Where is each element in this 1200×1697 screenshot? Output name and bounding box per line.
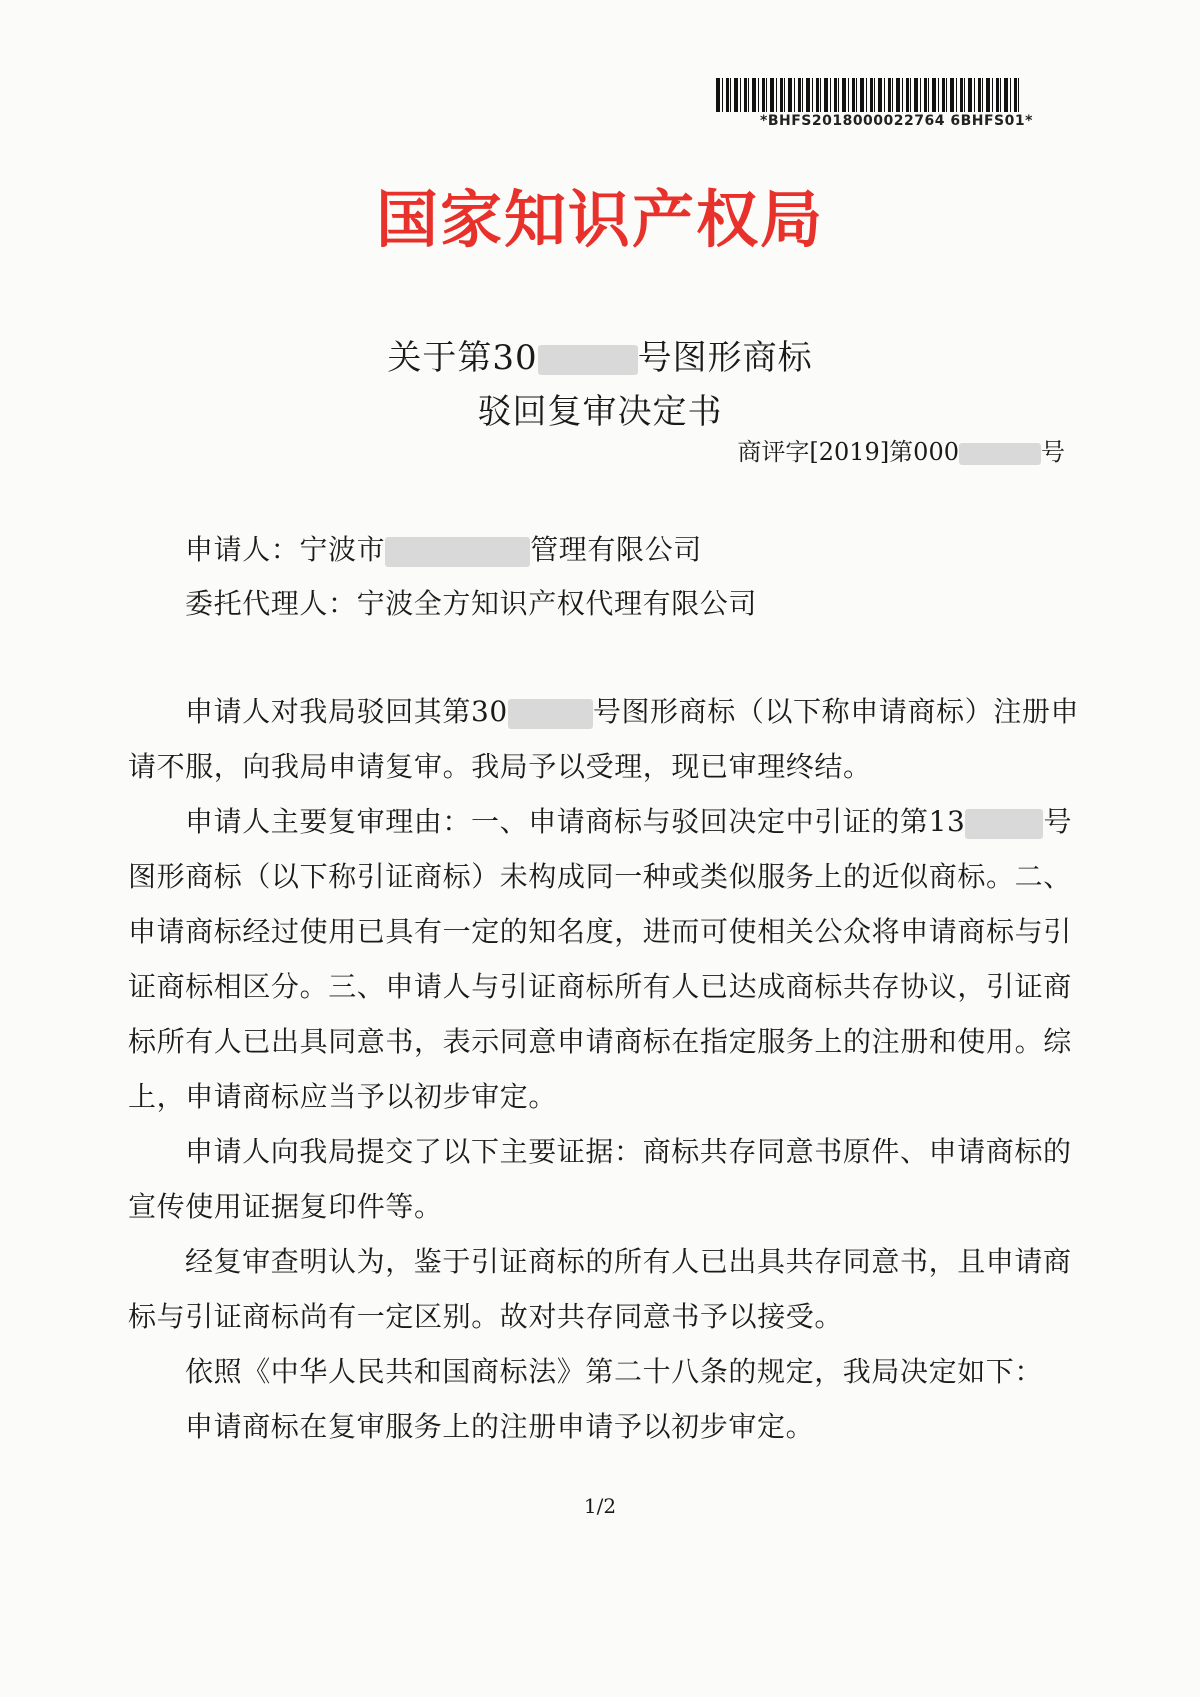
doc-number-prefix: 商评字[2019]第000 bbox=[737, 438, 959, 466]
redacted-number bbox=[965, 809, 1043, 839]
redacted-number bbox=[508, 699, 593, 729]
body-line: 图形商标（以下称引证商标）未构成同一种或类似服务上的近似商标。二、 bbox=[128, 860, 1072, 893]
document-number bbox=[737, 432, 1065, 467]
decision-line: 申请商标在复审服务上的注册申请予以初步审定。 bbox=[185, 1410, 815, 1443]
redacted-number bbox=[959, 443, 1041, 465]
page-number: 1/2 bbox=[583, 1494, 617, 1518]
redacted-name bbox=[385, 537, 530, 567]
agent-line: 委托代理人：宁波全方知识产权代理有限公司 bbox=[185, 587, 758, 620]
organization-title: 国家知识产权局 bbox=[375, 183, 824, 256]
body-line: 请不服，向我局申请复审。我局予以受理，现已审理终结。 bbox=[128, 750, 872, 783]
body-text: 号图形商标（以下称申请商标）注册申 bbox=[592, 695, 1080, 728]
title-suffix: 号图形商标 bbox=[637, 338, 813, 378]
applicant-prefix: 申请人：宁波市 bbox=[185, 533, 386, 566]
body-line bbox=[185, 690, 1079, 730]
redacted-number bbox=[538, 345, 638, 375]
body-line: 证商标相区分。三、申请人与引证商标所有人已达成商标共存协议，引证商 bbox=[128, 970, 1072, 1003]
body-line: 标所有人已出具同意书，表示同意申请商标在指定服务上的注册和使用。综 bbox=[128, 1025, 1072, 1058]
body-line: 依照《中华人民共和国商标法》第二十八条的规定，我局决定如下： bbox=[185, 1355, 1044, 1388]
barcode-text: *BHFS2018000022764 6BHFS01* bbox=[760, 113, 1033, 129]
barcode bbox=[716, 78, 1021, 112]
title-prefix: 关于第30 bbox=[387, 338, 538, 378]
body-line: 申请人向我局提交了以下主要证据：商标共存同意书原件、申请商标的 bbox=[185, 1135, 1072, 1168]
body-line bbox=[185, 800, 1072, 840]
decision-title-line-1 bbox=[0, 330, 1200, 379]
doc-number-suffix: 号 bbox=[1041, 438, 1065, 466]
body-text: 号 bbox=[1043, 805, 1073, 838]
applicant-suffix: 管理有限公司 bbox=[530, 533, 702, 566]
applicant-line bbox=[185, 528, 702, 568]
body-line: 上，申请商标应当予以初步审定。 bbox=[128, 1080, 558, 1113]
body-line: 申请商标经过使用已具有一定的知名度，进而可使相关公众将申请商标与引 bbox=[128, 915, 1072, 948]
decision-title-line-2: 驳回复审决定书 bbox=[477, 392, 723, 432]
body-line: 经复审查明认为，鉴于引证商标的所有人已出具共存同意书，且申请商 bbox=[185, 1245, 1072, 1278]
body-text: 申请人主要复审理由：一、申请商标与驳回决定中引证的第13 bbox=[185, 805, 966, 838]
body-line: 宣传使用证据复印件等。 bbox=[128, 1190, 443, 1223]
body-line: 标与引证商标尚有一定区别。故对共存同意书予以接受。 bbox=[128, 1300, 844, 1333]
body-text: 申请人对我局驳回其第30 bbox=[185, 695, 508, 728]
